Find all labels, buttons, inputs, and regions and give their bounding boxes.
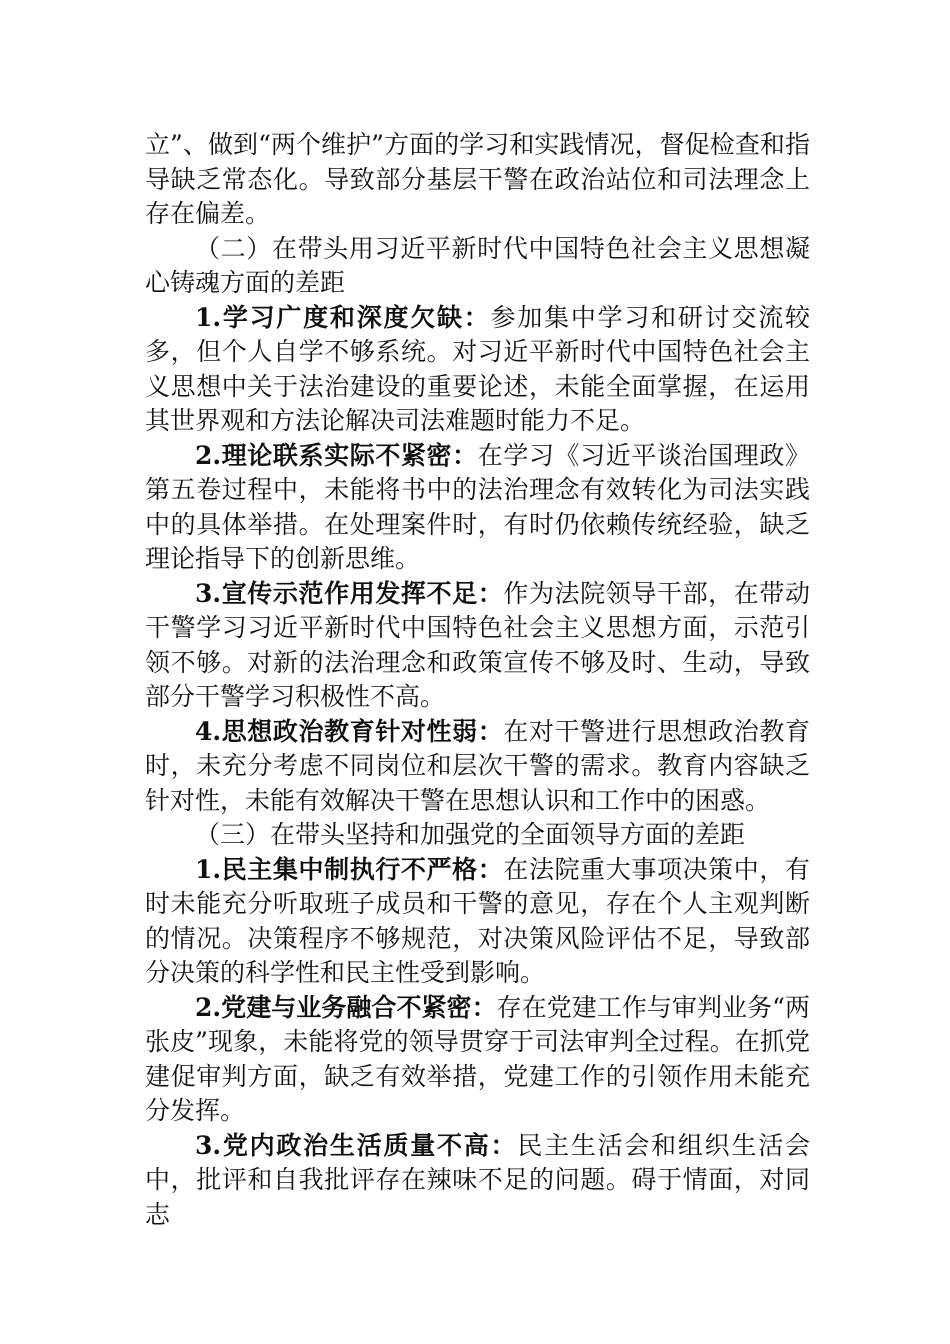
item-label: 1.学习广度和深度欠缺：	[195, 302, 491, 332]
item-label: 3.宣传示范作用发挥不足：	[195, 578, 504, 608]
item-text: 在对干警进行思想政治教育时，未充分考虑不同岗位和层次干警的需求。教育内容缺乏针对性，未能有效解决干警在思想认识和工作中的困惑。	[145, 716, 810, 815]
item-label: 2.党建与业务融合不紧密：	[195, 992, 497, 1022]
item-text: 存在党建工作与审判业务“两张皮”现象，未能将党的领导贯穿于司法审判全过程。在抓党建促审判方面，缺乏有效举措，党建工作的引领作用未能充分发挥。	[145, 992, 810, 1125]
item-text: 在法院重大事项决策中，有时未能充分听取班子成员和干警的意见，存在个人主观判断的情况。决策程序不够规范，对决策风险评估不足，导致部分决策的科学性和民主性受到影响。	[145, 854, 810, 987]
list-item	[145, 301, 810, 439]
item-label: 1.民主集中制执行不严格：	[195, 854, 504, 884]
item-text: 在学习《习近平谈治国理政》第五卷过程中，未能将书中的法治理念有效转化为司法实践中的具体举措。在处理案件时，有时仍依赖传统经验，缺乏理论指导下的创新思维。	[145, 440, 810, 573]
list-item	[145, 577, 810, 715]
item-text: 作为法院领导干部，在带动干警学习习近平新时代中国特色社会主义思想方面，示范引领不够。对新的法治理念和政策宣传不够及时、生动，导致部分干警学习积极性不高。	[145, 578, 810, 711]
item-label: 4.思想政治教育针对性弱：	[195, 716, 504, 746]
item-label: 3.党内政治生活质量不高：	[195, 1130, 518, 1160]
item-text: 参加集中学习和研讨交流较多，但个人自学不够系统。对习近平新时代中国特色社会主义思想中关于法治建设的重要论述，未能全面掌握，在运用其世界观和方法论解决司法难题时能力不足。	[145, 302, 810, 435]
section-heading-3: （三）在带头坚持和加强党的全面领导方面的差距	[195, 820, 746, 849]
list-item	[145, 853, 810, 991]
list-item	[145, 715, 810, 819]
list-item	[145, 991, 810, 1129]
item-label: 2.理论联系实际不紧密：	[195, 440, 478, 470]
paragraph-continuation: 立”、做到“两个维护”方面的学习和实践情况，督促检查和指导缺乏常态化。导致部分基层干警在政治站位和司法理念上存在偏差。	[145, 130, 810, 228]
section-heading-2: （二）在带头用习近平新时代中国特色社会主义思想凝心铸魂方面的差距	[145, 233, 810, 297]
item-text: 民主生活会和组织生活会中，批评和自我批评存在辣味不足的问题。碍于情面，对同志	[145, 1130, 810, 1229]
list-item	[145, 1129, 810, 1233]
document-body	[145, 128, 810, 1232]
list-item	[145, 439, 810, 577]
